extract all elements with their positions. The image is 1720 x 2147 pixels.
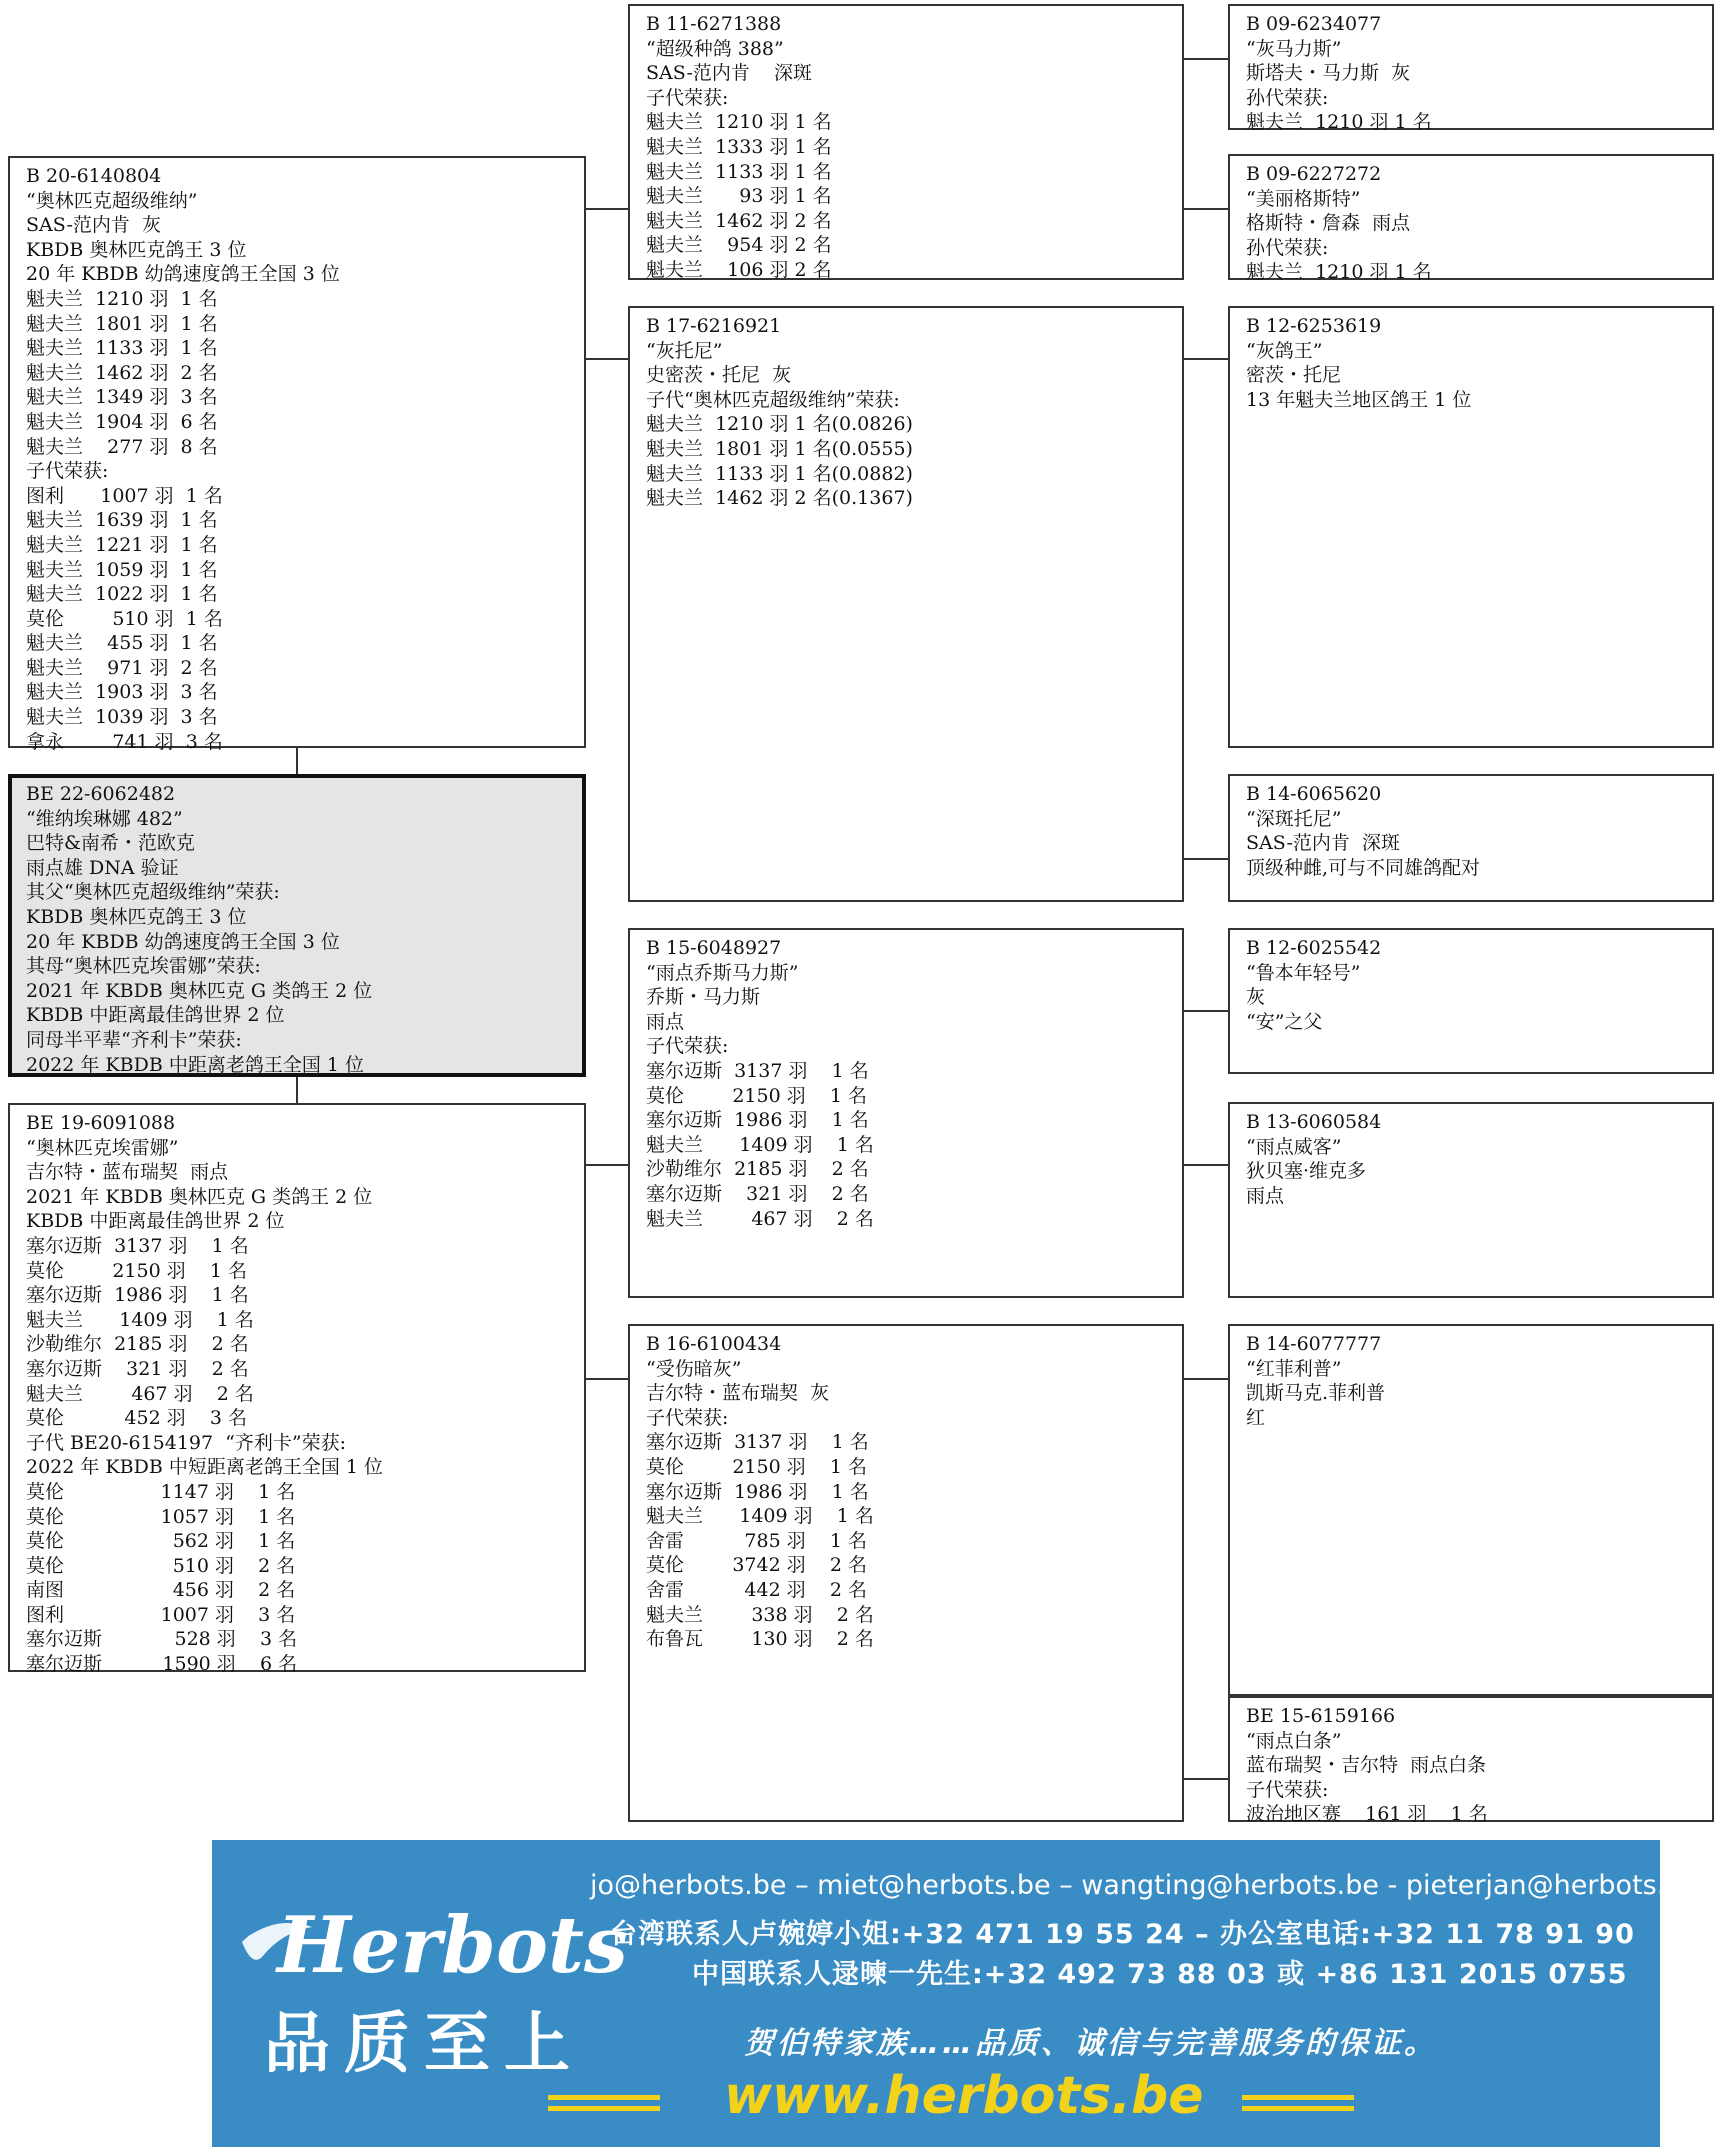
connector bbox=[296, 1076, 298, 1104]
pedigree-line: 塞尔迈斯 3137 羽 1 名 bbox=[646, 1059, 869, 1082]
pedigree-line: “红菲利普” bbox=[1246, 1357, 1342, 1380]
sire-line: 魁夫兰 1059 羽 1 名 bbox=[26, 558, 218, 581]
dam-line: 吉尔特・蓝布瑞契 雨点 bbox=[26, 1161, 229, 1184]
pedigree-line: 子代“奥林匹克超级维纳”荣获: bbox=[646, 388, 900, 411]
pedigree-line: 舍雷 785 羽 1 名 bbox=[646, 1529, 867, 1552]
dam-line: 塞尔迈斯 3137 羽 1 名 bbox=[26, 1234, 249, 1257]
pedigree-line: “灰鸽王” bbox=[1246, 339, 1323, 362]
pedigree-line: 塞尔迈斯 1986 羽 1 名 bbox=[646, 1480, 869, 1503]
sire-line: 魁夫兰 1022 羽 1 名 bbox=[26, 583, 218, 606]
dam-line: 塞尔迈斯 1590 羽 6 名 bbox=[26, 1653, 298, 1676]
pedigree-line: 雨点 bbox=[646, 1010, 685, 1033]
sire-line: SAS-范内肯 灰 bbox=[26, 214, 161, 237]
pedigree-line: 波治地区赛 161 羽 1 名 bbox=[1246, 1803, 1488, 1826]
dam-line: 塞尔迈斯 321 羽 2 名 bbox=[26, 1357, 249, 1380]
connector bbox=[1184, 208, 1228, 210]
decorative-dash bbox=[548, 2106, 660, 2111]
sire-line: 魁夫兰 1904 羽 6 名 bbox=[26, 410, 218, 433]
dam-line: 2021 年 KBDB 奥林匹克 G 类鸽王 2 位 bbox=[26, 1185, 373, 1208]
pedigree-line: 舍雷 442 羽 2 名 bbox=[646, 1578, 867, 1601]
dam-line: 塞尔迈斯 1986 羽 1 名 bbox=[26, 1284, 249, 1307]
subject-card bbox=[8, 774, 586, 1077]
pedigree-line: “雨点乔斯马力斯” bbox=[646, 961, 799, 984]
sire-line: 子代荣获: bbox=[26, 460, 109, 483]
subject-line: 巴特&南希・范欧克 bbox=[26, 832, 195, 855]
sire-line: 魁夫兰 1639 羽 1 名 bbox=[26, 509, 218, 532]
tagline: 贺伯特家族……品质、诚信与完善服务的保证。 bbox=[744, 2026, 1437, 2061]
great-grandparent-card bbox=[1228, 1324, 1714, 1696]
pedigree-line: 魁夫兰 954 羽 2 名 bbox=[646, 234, 832, 257]
pedigree-line: 雨点 bbox=[1246, 1184, 1285, 1207]
sire-line: 莫伦 510 羽 1 名 bbox=[26, 607, 223, 630]
pedigree-line: 子代荣获: bbox=[1246, 1778, 1329, 1801]
connector bbox=[1184, 1778, 1228, 1780]
pedigree-line: 史密茨・托尼 灰 bbox=[646, 364, 792, 387]
pedigree-line: “超级种鸽 388” bbox=[646, 37, 784, 60]
dam-dam-card bbox=[628, 1324, 1184, 1822]
email-list[interactable]: jo@herbots.be – miet@herbots.be – wangting@herbots.be - pieterjan@herbots.be bbox=[590, 1870, 1700, 1901]
dam-line: 莫伦 1057 羽 1 名 bbox=[26, 1505, 296, 1528]
sire-line: B 20-6140804 bbox=[26, 165, 162, 187]
pedigree-line: B 15-6048927 bbox=[646, 937, 782, 959]
pedigree-line: B 12-6025542 bbox=[1246, 937, 1382, 959]
pedigree-line: 红 bbox=[1246, 1406, 1266, 1429]
pedigree-line: 孙代荣获: bbox=[1246, 86, 1329, 109]
subject-line: 2022 年 KBDB 中距离老鸽王全国 1 位 bbox=[26, 1053, 364, 1076]
great-grandparent-card bbox=[1228, 1102, 1714, 1298]
sire-line: 拿永 741 羽 3 名 bbox=[26, 730, 223, 753]
pedigree-line: 魁夫兰 1801 羽 1 名(0.0555) bbox=[646, 437, 913, 460]
sire-line: 魁夫兰 1903 羽 3 名 bbox=[26, 681, 218, 704]
pedigree-line: 魁夫兰 1210 羽 1 名 bbox=[646, 111, 832, 134]
pedigree-line: 蓝布瑞契・吉尔特 雨点白条 bbox=[1246, 1754, 1487, 1777]
pedigree-line: “灰托尼” bbox=[646, 339, 723, 362]
sire-line: 魁夫兰 277 羽 8 名 bbox=[26, 435, 218, 458]
sire-line: 魁夫兰 1210 羽 1 名 bbox=[26, 287, 218, 310]
taiwan-contact: 台湾联系人卢婉婷小姐:+32 471 19 55 24 – 办公室电话:+32 11 78 91 90 bbox=[610, 1919, 1635, 1950]
pedigree-line: B 14-6077777 bbox=[1246, 1333, 1382, 1355]
pedigree-line: 魁夫兰 1333 羽 1 名 bbox=[646, 135, 832, 158]
pedigree-line: 魁夫兰 106 羽 2 名 bbox=[646, 258, 832, 281]
subject-line: BE 22-6062482 bbox=[26, 783, 176, 805]
sire-line: 20 年 KBDB 幼鸽速度鸽王全国 3 位 bbox=[26, 263, 340, 286]
sire-line: 魁夫兰 455 羽 1 名 bbox=[26, 632, 218, 655]
subject-line: 同母半平辈“齐利卡”荣获: bbox=[26, 1028, 242, 1051]
dam-line: 塞尔迈斯 528 羽 3 名 bbox=[26, 1628, 298, 1651]
pedigree-line: 灰 bbox=[1246, 986, 1266, 1009]
sire-line: 魁夫兰 1349 羽 3 名 bbox=[26, 386, 218, 409]
dam-line: 莫伦 452 羽 3 名 bbox=[26, 1407, 247, 1430]
pedigree-line: 顶级种雌,可与不同雄鸽配对 bbox=[1246, 856, 1481, 879]
dam-line: BE 19-6091088 bbox=[26, 1112, 176, 1134]
connector bbox=[584, 1164, 628, 1166]
pedigree-line: 沙勒维尔 2185 羽 2 名 bbox=[646, 1158, 869, 1181]
pedigree-line: 魁夫兰 93 羽 1 名 bbox=[646, 185, 832, 208]
pedigree-line: BE 15-6159166 bbox=[1246, 1705, 1396, 1727]
dam-line: 图利 1007 羽 3 名 bbox=[26, 1603, 296, 1626]
herbots-banner bbox=[212, 1840, 1700, 2147]
connector bbox=[1184, 358, 1228, 360]
dam-line: 南图 456 羽 2 名 bbox=[26, 1579, 296, 1602]
website-link[interactable]: www.herbots.be bbox=[724, 2066, 1204, 2126]
pedigree-line: 魁夫兰 1462 羽 2 名 bbox=[646, 209, 832, 232]
pedigree-line: 塞尔迈斯 1986 羽 1 名 bbox=[646, 1109, 869, 1132]
pedigree-line: 狄贝塞·维克多 bbox=[1246, 1160, 1367, 1183]
pedigree-line: 魁夫兰 1409 羽 1 名 bbox=[646, 1505, 874, 1528]
pedigree-line: B 09-6227272 bbox=[1246, 163, 1382, 185]
pedigree-line: 魁夫兰 1210 羽 1 名(0.0826) bbox=[646, 413, 913, 436]
sire-line: 魁夫兰 971 羽 2 名 bbox=[26, 656, 218, 679]
sire-line: 魁夫兰 1221 羽 1 名 bbox=[26, 533, 218, 556]
pedigree-line: 格斯特・詹森 雨点 bbox=[1246, 212, 1411, 235]
pedigree-line: B 17-6216921 bbox=[646, 315, 782, 337]
sire-line: 魁夫兰 1801 羽 1 名 bbox=[26, 312, 218, 335]
pedigree-line: “安”之父 bbox=[1246, 1010, 1323, 1033]
decorative-dash bbox=[1242, 2095, 1354, 2100]
connector bbox=[1184, 1010, 1228, 1012]
subject-line: 其母“奥林匹克埃雷娜”荣获: bbox=[26, 955, 261, 978]
pedigree-line: B 11-6271388 bbox=[646, 13, 782, 35]
dam-card bbox=[8, 1103, 586, 1676]
pedigree-line: B 12-6253619 bbox=[1246, 315, 1382, 337]
decorative-dash bbox=[1242, 2106, 1354, 2111]
dam-line: 莫伦 510 羽 2 名 bbox=[26, 1554, 296, 1577]
pedigree-line: “深斑托尼” bbox=[1246, 807, 1342, 830]
pedigree-line: B 09-6234077 bbox=[1246, 13, 1382, 35]
pedigree-line: 魁夫兰 1210 羽 1 名 bbox=[1246, 261, 1432, 284]
pedigree-line: B 16-6100434 bbox=[646, 1333, 782, 1355]
dam-sire-card bbox=[628, 928, 1184, 1298]
pedigree-line: “雨点白条” bbox=[1246, 1729, 1342, 1752]
subject-line: 20 年 KBDB 幼鸽速度鸽王全国 3 位 bbox=[26, 930, 340, 953]
pedigree-line: 子代荣获: bbox=[646, 86, 729, 109]
pedigree-line: 吉尔特・蓝布瑞契 灰 bbox=[646, 1382, 830, 1405]
sire-line: 魁夫兰 1462 羽 2 名 bbox=[26, 361, 218, 384]
sire-dam-card bbox=[628, 306, 1184, 902]
pedigree-line: SAS-范内肯 深斑 bbox=[646, 62, 813, 85]
pedigree-line: 魁夫兰 338 羽 2 名 bbox=[646, 1603, 874, 1626]
pedigree-line: 子代荣获: bbox=[646, 1035, 729, 1058]
dam-line: “奥林匹克埃雷娜” bbox=[26, 1136, 179, 1159]
pedigree-line: “鲁本年轻号” bbox=[1246, 961, 1361, 984]
dam-line: 莫伦 1147 羽 1 名 bbox=[26, 1480, 296, 1503]
dam-line: 2022 年 KBDB 中短距离老鸽王全国 1 位 bbox=[26, 1456, 383, 1479]
pedigree-line: 斯塔夫・马力斯 灰 bbox=[1246, 62, 1411, 85]
sire-line: 魁夫兰 1039 羽 3 名 bbox=[26, 706, 218, 729]
connector bbox=[584, 1378, 628, 1380]
sire-sire-card bbox=[628, 4, 1184, 280]
great-grandparent-card bbox=[1228, 774, 1714, 902]
pedigree-line: 布鲁瓦 130 羽 2 名 bbox=[646, 1628, 874, 1651]
connector bbox=[1184, 1378, 1228, 1380]
pedigree-line: 密茨・托尼 bbox=[1246, 364, 1342, 387]
great-grandparent-card bbox=[1228, 154, 1714, 284]
subject-line: 其父“奥林匹克超级维纳”荣获: bbox=[26, 881, 280, 904]
connector bbox=[1184, 58, 1228, 60]
sire-line: 图利 1007 羽 1 名 bbox=[26, 484, 223, 507]
pedigree-line: 魁夫兰 467 羽 2 名 bbox=[646, 1207, 874, 1230]
pedigree-line: “美丽格斯特” bbox=[1246, 187, 1361, 210]
pedigree-line: 魁夫兰 1133 羽 1 名 bbox=[646, 160, 832, 183]
pedigree-line: 魁夫兰 1210 羽 1 名 bbox=[1246, 111, 1432, 134]
connector bbox=[1184, 1164, 1228, 1166]
pedigree-line: 魁夫兰 1133 羽 1 名(0.0882) bbox=[646, 462, 913, 485]
pedigree-line: B 14-6065620 bbox=[1246, 783, 1382, 805]
pedigree-line: 塞尔迈斯 3137 羽 1 名 bbox=[646, 1431, 869, 1454]
connector bbox=[584, 358, 628, 360]
subject-line: “维纳埃琳娜 482” bbox=[26, 807, 183, 830]
pedigree-line: 莫伦 2150 羽 1 名 bbox=[646, 1084, 867, 1107]
great-grandparent-card bbox=[1228, 928, 1714, 1074]
dam-line: 莫伦 2150 羽 1 名 bbox=[26, 1259, 247, 1282]
pedigree-line: 凯斯马克.菲利普 bbox=[1246, 1382, 1386, 1405]
sire-line: 魁夫兰 1133 羽 1 名 bbox=[26, 337, 218, 360]
dam-line: 莫伦 562 羽 1 名 bbox=[26, 1530, 296, 1553]
china-contact: 中国联系人逯暕一先生:+32 492 73 88 03 或 +86 131 2015 0755 bbox=[692, 1959, 1628, 1990]
dam-line: 魁夫兰 467 羽 2 名 bbox=[26, 1382, 254, 1405]
pedigree-line: “灰马力斯” bbox=[1246, 37, 1342, 60]
sire-card bbox=[8, 156, 586, 753]
pedigree-line: 乔斯・马力斯 bbox=[646, 986, 761, 1009]
subject-line: 2021 年 KBDB 奥林匹克 G 类鸽王 2 位 bbox=[26, 979, 373, 1002]
pedigree-line: 莫伦 3742 羽 2 名 bbox=[646, 1554, 867, 1577]
pedigree-line: SAS-范内肯 深斑 bbox=[1246, 832, 1400, 855]
dam-line: KBDB 中距离最佳鸽世界 2 位 bbox=[26, 1210, 285, 1233]
pedigree-line: 魁夫兰 1409 羽 1 名 bbox=[646, 1133, 874, 1156]
svg-text:Herbots: Herbots bbox=[277, 1900, 628, 1991]
dam-line: 子代 BE20-6154197 “齐利卡”荣获: bbox=[26, 1431, 346, 1454]
connector bbox=[584, 208, 628, 210]
pedigree-line: 塞尔迈斯 321 羽 2 名 bbox=[646, 1182, 869, 1205]
dam-line: 魁夫兰 1409 羽 1 名 bbox=[26, 1308, 254, 1331]
subject-line: KBDB 中距离最佳鸽世界 2 位 bbox=[26, 1004, 285, 1027]
subject-line: 雨点雄 DNA 验证 bbox=[26, 856, 179, 879]
connector bbox=[1184, 858, 1228, 860]
great-grandparent-card bbox=[1228, 306, 1714, 748]
great-grandparent-card bbox=[1228, 1696, 1714, 1826]
pedigree-line: 孙代荣获: bbox=[1246, 236, 1329, 259]
pedigree-line: B 13-6060584 bbox=[1246, 1111, 1382, 1133]
pedigree-line: “雨点威客” bbox=[1246, 1135, 1342, 1158]
pedigree-line: 莫伦 2150 羽 1 名 bbox=[646, 1455, 867, 1478]
decorative-dash bbox=[548, 2095, 660, 2100]
sire-line: KBDB 奥林匹克鸽王 3 位 bbox=[26, 238, 247, 261]
slogan: 品质至上 bbox=[264, 2004, 584, 2082]
pedigree-line: “受伤暗灰” bbox=[646, 1357, 742, 1380]
pedigree-line: 13 年魁夫兰地区鸽王 1 位 bbox=[1246, 388, 1472, 411]
pedigree-line: 魁夫兰 1462 羽 2 名(0.1367) bbox=[646, 487, 913, 510]
pedigree-line: 子代荣获: bbox=[646, 1406, 729, 1429]
subject-line: KBDB 奥林匹克鸽王 3 位 bbox=[26, 905, 247, 928]
dam-line: 沙勒维尔 2185 羽 2 名 bbox=[26, 1333, 249, 1356]
sire-line: “奥林匹克超级维纳” bbox=[26, 189, 198, 212]
great-grandparent-card bbox=[1228, 4, 1714, 134]
